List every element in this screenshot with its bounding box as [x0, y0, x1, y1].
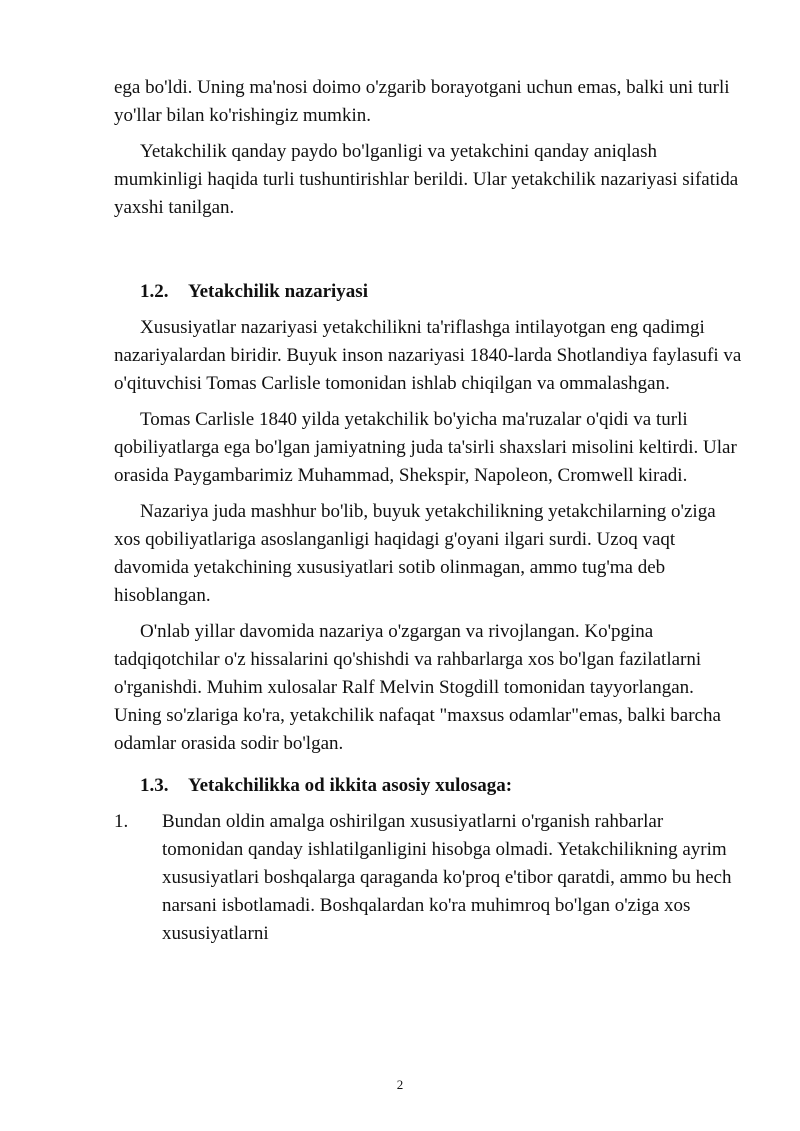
paragraph: Xususiyatlar nazariyasi yetakchilikni ta'riflashga intilayotgan eng qadimgi nazariyalardan biridir. Buyuk inson nazariyasi 1840-larda Shotlandiya faylasufi va o'qituvchisi Tomas Carlisle tomonidan ishlab chiqilgan va ommalashgan. [114, 317, 742, 394]
paragraph: O'nlab yillar davomida nazariya o'zgargan va rivojlangan. Ko'pgina tadqiqotchilar o'z hissalarini qo'shishdi va rahbarlarga xos bo'lgan fazilatlarni o'rganishdi. Muhim xulosalar Ralf Melvin Stogdill tomonidan tayyorlangan. Uning so'zlariga ko'ra, yetakchilik nafaqat "maxsus odamlar"emas, balki barcha odamlar orasida sodir bo'lgan. [114, 621, 721, 754]
list-marker: 1. [114, 811, 129, 832]
section-heading-1-2 [114, 278, 742, 306]
section-number: 1.2. [140, 281, 169, 302]
section-heading-1-3 [114, 772, 742, 800]
list-item [114, 808, 742, 948]
section-title: Yetakchilikka od ikkita asosiy xulosaga: [188, 775, 513, 796]
paragraph: Yetakchilik qanday paydo bo'lganligi va yetakchini qanday aniqlash mumkinligi haqida turli tushuntirishlar berildi. Ular yetakchilik nazariyasi sifatida yaxshi tanilgan. [114, 141, 739, 218]
page-number: 2 [396, 1077, 404, 1092]
paragraph: Nazariya juda mashhur bo'lib, buyuk yetakchilikning yetakchilarning o'ziga xos qobiliyatlariga asoslanganligi haqidagi g'oyani ilgari surdi. Uzoq vaqt davomida yetakchining xususiyatlari sotib olinmagan, ammo tug'ma deb hisoblangan. [114, 501, 716, 606]
paragraph: Tomas Carlisle 1840 yilda yetakchilik bo'yicha ma'ruzalar o'qidi va turli qobiliyatlarga ega bo'lgan jamiyatning juda ta'sirli shaxslari misolini keltirdi. Ular orasida Paygambarimiz Muhammad, Shekspir, Napoleon, Cromwell kiradi. [114, 409, 737, 486]
paragraph: ega bo'ldi. Uning ma'nosi doimo o'zgarib borayotgani uchun emas, balki uni turli yo'llar bilan ko'rishingiz mumkin. [114, 77, 730, 126]
section-number: 1.3. [140, 775, 169, 796]
section-title: Yetakchilik nazariyasi [188, 281, 368, 302]
document-page [114, 74, 742, 948]
list-item-text: Bundan oldin amalga oshirilgan xususiyatlarni o'rganish rahbarlar tomonidan qanday ishlatilganligini hisobga olmadi. Yetakchilikning ayrim xususiyatlari boshqalarga qaraganda ko'proq e'tibor qaratdi, ammo bu hech narsani isbotlamadi. Boshqalardan ko'ra muhimroq bo'lgan o'ziga xos xususiyatlarni [162, 811, 732, 944]
spacer [114, 230, 742, 278]
